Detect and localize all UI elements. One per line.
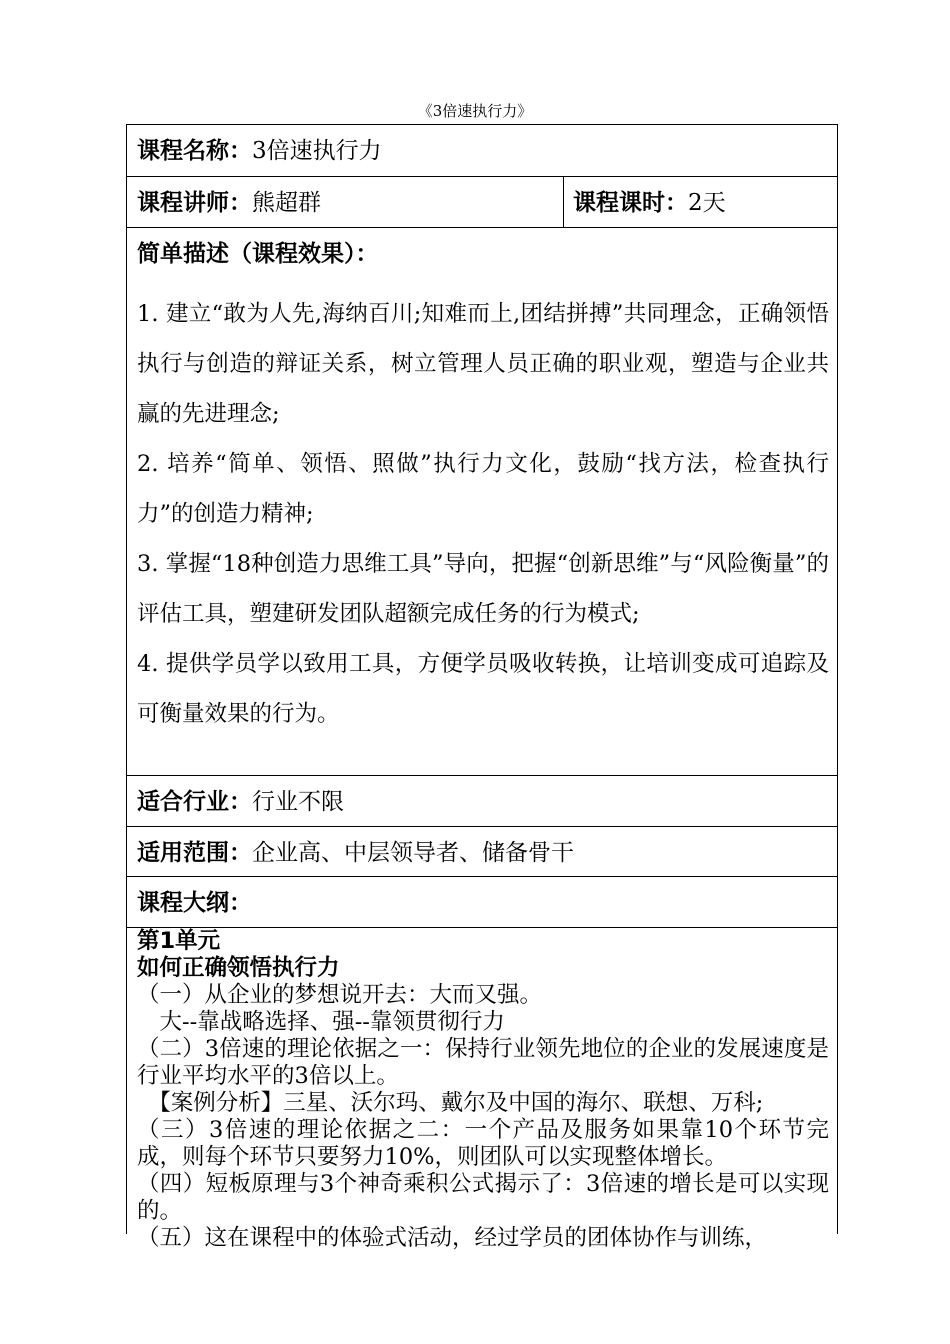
description-row xyxy=(127,228,837,776)
duration-value: 2天 xyxy=(688,190,726,216)
outline-line: （三）3倍速的理论依据之二：一个产品及服务如果靠10个环节完成，则每个环节只要努力10%，则团队可以实现整体增长。 xyxy=(137,1117,829,1170)
outline-line: 大--靠战略选择、强--靠领贯彻行力 xyxy=(137,1009,505,1035)
description-list xyxy=(137,289,829,739)
outline-content-row xyxy=(127,928,837,1251)
description-item: 4. 提供学员学以致用工具，方便学员吸收转换，让培训变成可追踪及可衡量效果的行为。 xyxy=(137,651,829,727)
description-item: 2. 培养“简单、领悟、照做”执行力文化，鼓励“找方法，检查执行力”的创造力精神; xyxy=(137,451,829,527)
scope-value: 企业高、中层领导者、储备骨干 xyxy=(252,840,574,866)
outline-line: （一）从企业的梦想说开去：大而又强。 xyxy=(137,982,543,1008)
scope-row xyxy=(127,827,837,877)
course-name-value: 3倍速执行力 xyxy=(252,138,382,164)
scope-label: 适用范围： xyxy=(137,840,252,866)
instructor-row xyxy=(127,177,837,228)
instructor-label: 课程讲师： xyxy=(137,190,252,216)
cell-divider xyxy=(563,177,564,228)
course-name-label: 课程名称： xyxy=(137,138,252,164)
course-name-row xyxy=(127,125,837,177)
unit-title: 如何正确领悟执行力 xyxy=(137,955,340,981)
course-table xyxy=(126,124,838,1251)
document-title: 《3倍速执行力》 xyxy=(417,102,533,120)
outline-label-row xyxy=(127,877,837,928)
outline-line: 【案例分析】三星、沃尔玛、戴尔及中国的海尔、联想、万科; xyxy=(137,1090,764,1116)
outline-line: （四）短板原理与3个神奇乘积公式揭示了：3倍速的增长是可以实现的。 xyxy=(137,1171,829,1224)
outline-content xyxy=(137,928,829,1252)
duration-label: 课程课时： xyxy=(573,190,688,216)
description-item: 3. 掌握“18种创造力思维工具”导向，把握“创新思维”与“风险衡量”的评估工具，塑建研发团队超额完成任务的行为模式; xyxy=(137,551,829,627)
outline-label: 课程大纲： xyxy=(137,890,252,916)
description-heading: 简单描述（课程效果）： xyxy=(137,241,379,267)
outline-line: （五）这在课程中的体验式活动，经过学员的团体协作与训练， xyxy=(137,1225,768,1251)
industry-row xyxy=(127,776,837,827)
industry-label: 适合行业： xyxy=(137,789,252,815)
instructor-value: 熊超群 xyxy=(252,190,321,216)
industry-value: 行业不限 xyxy=(252,789,344,815)
description-item: 1. 建立“敢为人先,海纳百川;知难而上,团结拼搏”共同理念，正确领悟执行与创造的辩证关系，树立管理人员正确的职业观，塑造与企业共赢的先进理念; xyxy=(137,301,829,427)
outline-line: （二）3倍速的理论依据之一：保持行业领先地位的企业的发展速度是行业平均水平的3倍以上。 xyxy=(137,1036,829,1089)
unit-heading: 第1单元 xyxy=(137,928,221,954)
